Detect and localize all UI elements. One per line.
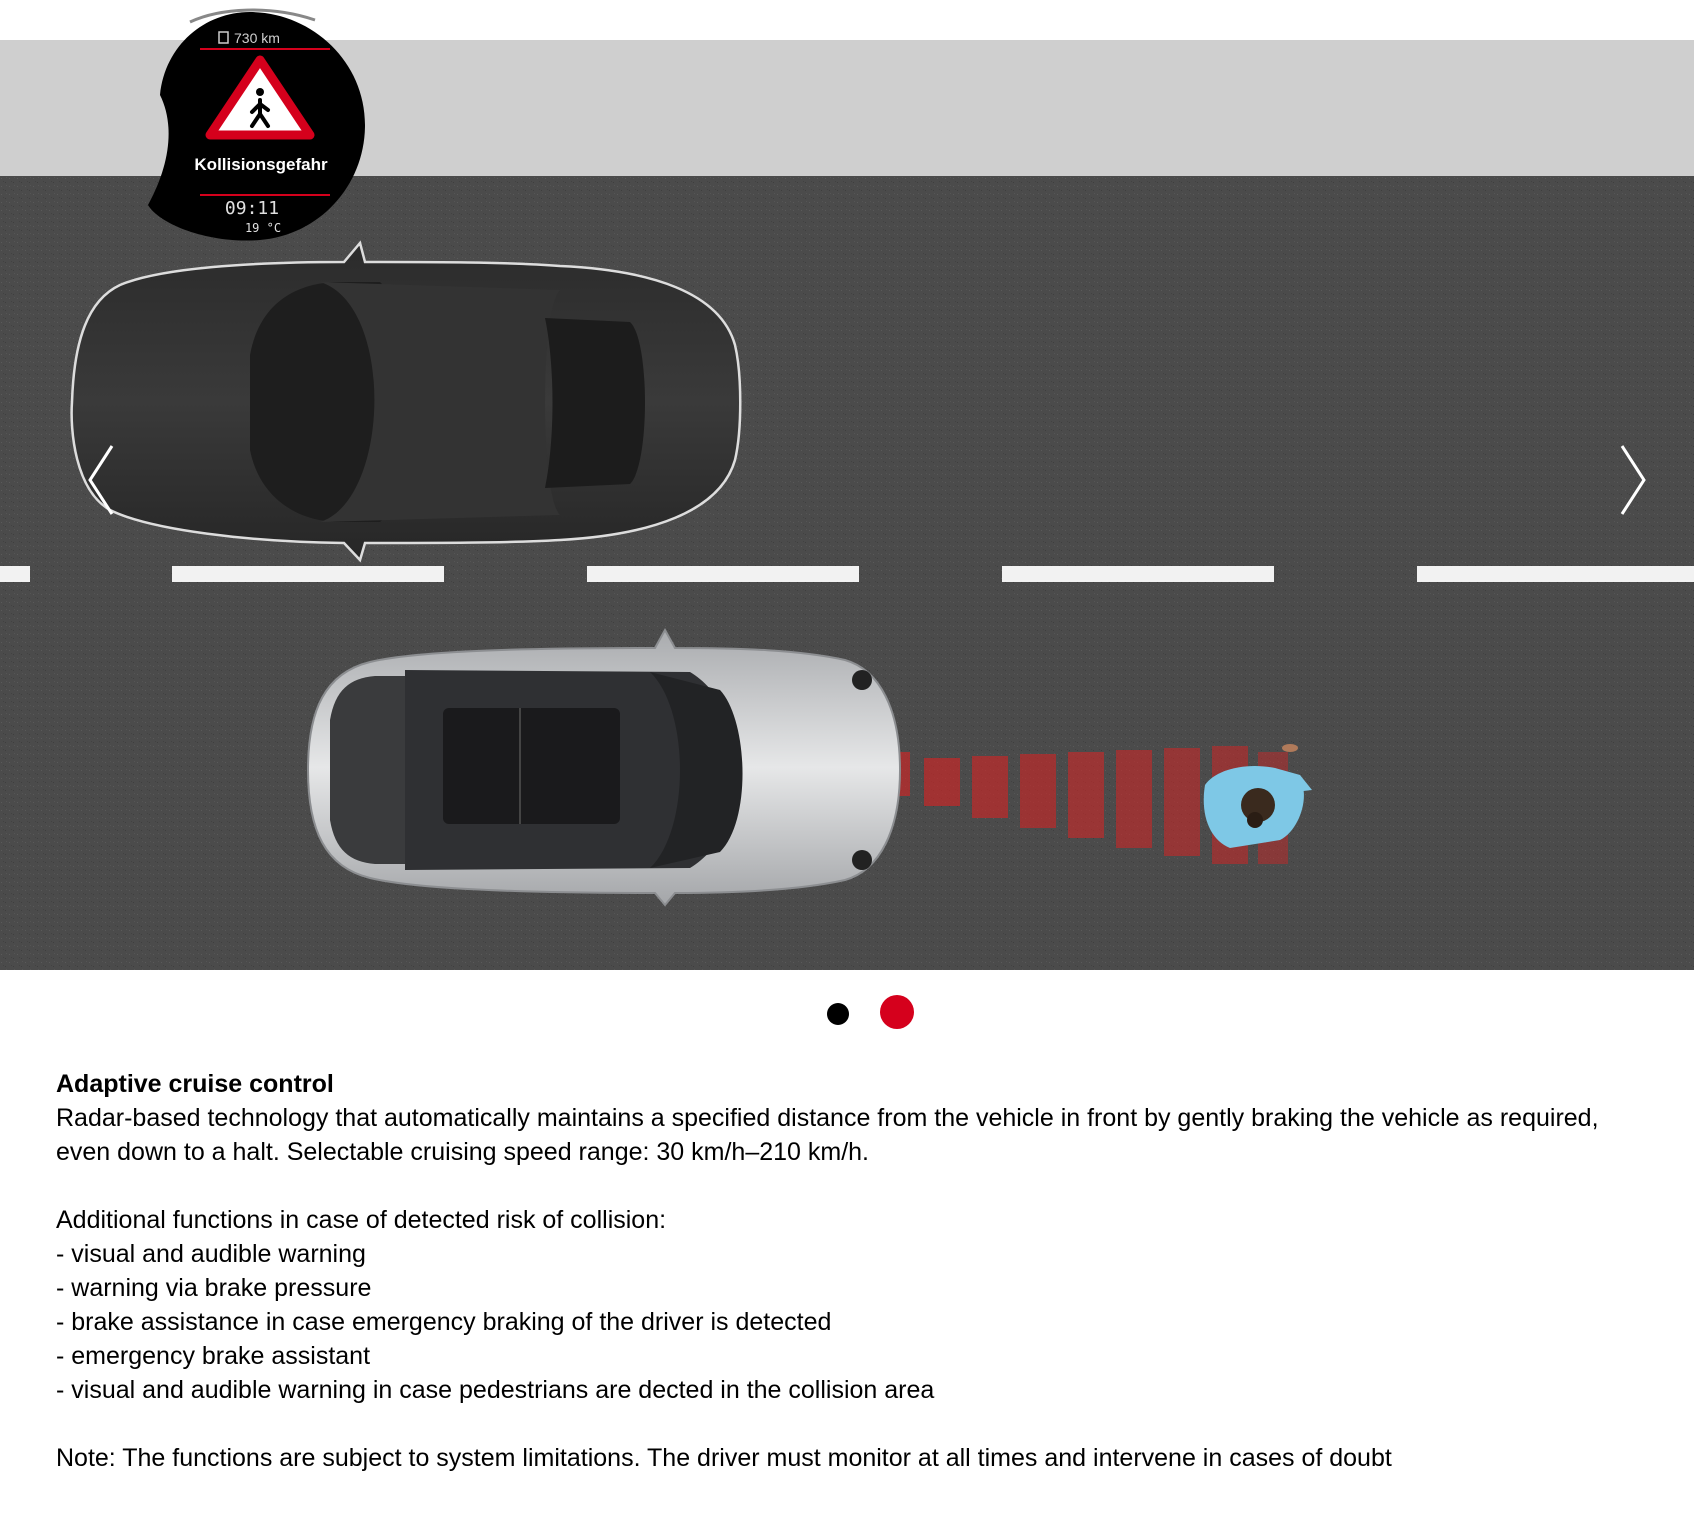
feature-title: Adaptive cruise control: [56, 1070, 334, 1098]
carousel-dot-1[interactable]: [827, 1003, 849, 1025]
clock-readout: 09:11: [224, 198, 280, 219]
lead-car: [72, 243, 741, 560]
intro-line-1: Radar-based technology that automatically maintains a specified distance from the vehicle in front by gently braking the vehicle as required,: [56, 1104, 1599, 1132]
chevron-left-icon: [82, 440, 122, 520]
range-readout: 730 km: [234, 30, 280, 46]
list-item: - warning via brake pressure: [56, 1274, 372, 1302]
carousel-pagination: [0, 995, 1694, 1029]
temperature-readout: 19 °C: [244, 221, 282, 235]
functions-heading: Additional functions in case of detected risk of collision:: [56, 1206, 667, 1234]
chevron-right-icon: [1612, 440, 1652, 520]
list-item: - brake assistance in case emergency braking of the driver is detected: [56, 1308, 832, 1336]
carousel-prev-button[interactable]: [82, 440, 122, 520]
list-item: - emergency brake assistant: [56, 1342, 371, 1370]
ego-car: [308, 630, 900, 905]
carousel-next-button[interactable]: [1612, 440, 1652, 520]
collision-warning-text: Kollisionsgefahr: [194, 155, 328, 174]
lane-markings: [0, 566, 1694, 582]
functions-list: [56, 1237, 1676, 1407]
feature-description: [56, 1067, 1676, 1475]
note-text: Note: The functions are subject to system limitations. The driver must monitor at all times and intervene in cases of doubt: [56, 1444, 1392, 1472]
list-item: - visual and audible warning: [56, 1240, 366, 1268]
list-item: - visual and audible warning in case pedestrians are dected in the collision area: [56, 1376, 935, 1404]
intro-line-2: even down to a halt. Selectable cruising speed range: 30 km/h–210 km/h.: [56, 1138, 870, 1166]
carousel-dot-2-active[interactable]: [880, 995, 914, 1029]
